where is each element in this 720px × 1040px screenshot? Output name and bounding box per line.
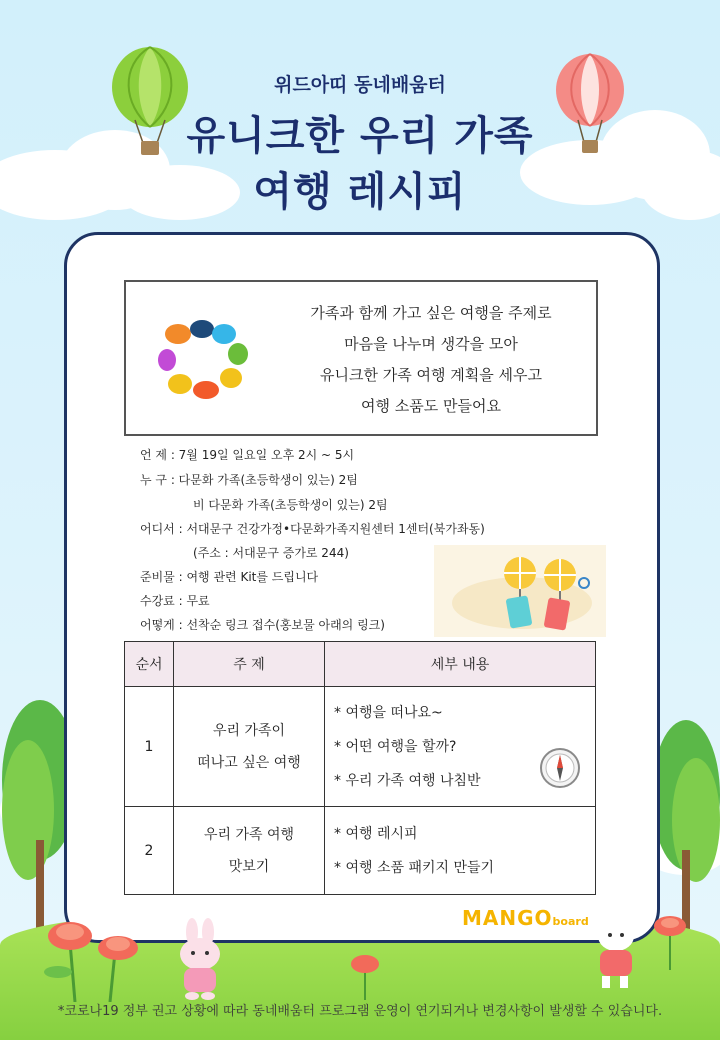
title-line1: 유니크한 우리 가족: [186, 113, 534, 159]
intro-line-3: 유니크한 가족 여행 계획을 세우고: [320, 366, 542, 384]
intro-line-1: 가족과 함께 가고 싶은 여행을 주제로: [310, 304, 552, 322]
row-details: [325, 807, 596, 895]
row-number: 1: [125, 687, 174, 807]
flower-left-icon: [40, 912, 150, 1002]
table-row: [125, 807, 596, 895]
topic-line: 떠나고 싶은 여행: [197, 754, 301, 771]
info-when: 언 제 : 7월 19일 일요일 오후 2시 ~ 5시: [140, 448, 355, 462]
tree-right-icon: [650, 720, 720, 930]
detail-item: * 여행을 떠나요~: [334, 704, 443, 721]
col-header-topic: 주 제: [174, 642, 325, 687]
flower-middle-icon: [340, 950, 390, 1000]
org-name: 위드아띠 동네배움터: [274, 74, 446, 96]
rabbit-left-icon: [168, 918, 232, 1000]
table-row: [125, 687, 596, 807]
info-where: 어디서 : 서대문구 건강가정•다문화가족지원센터 1센터(북가좌동): [140, 522, 485, 536]
detail-item: * 여행 소품 패키지 만들기: [334, 859, 495, 876]
topic-line: 우리 가족 여행: [203, 826, 295, 843]
col-header-details: 세부 내용: [325, 642, 596, 687]
detail-item: * 어떤 여행을 할까?: [334, 738, 457, 755]
rabbit-right-icon: [588, 898, 640, 990]
col-header-order: 순서: [125, 642, 174, 687]
detail-item: * 여행 레시피: [334, 825, 418, 842]
info-who: 누 구 : 다문화 가족(초등학생이 있는) 2팀: [140, 473, 358, 487]
topic-line: 우리 가족이: [212, 722, 286, 739]
info-supplies: 준비물 : 여행 관련 Kit를 드립니다: [140, 570, 319, 584]
info-fee: 수강료 : 무료: [140, 594, 210, 608]
flower-right-icon: [640, 910, 700, 970]
row-topic: [174, 807, 325, 895]
title-line2: 여행 레시피: [253, 169, 467, 215]
intro-line-2: 마음을 나누며 생각을 모아: [344, 335, 518, 353]
row-details: [325, 687, 596, 807]
intro-line-4: 여행 소품도 만들어요: [361, 397, 501, 415]
info-how: 어떻게 : 선착순 링크 접수(홍보물 아래의 링크): [140, 618, 385, 632]
detail-item: * 우리 가족 여행 나침반: [334, 772, 481, 789]
logo-sub-text: board: [552, 915, 589, 928]
topic-line: 맛보기: [228, 858, 270, 875]
info-address: (주소 : 서대문구 증가로 244): [193, 546, 349, 560]
row-number: 2: [125, 807, 174, 895]
row-topic: [174, 687, 325, 807]
schedule-table: [124, 641, 596, 895]
logo-main-text: MANGO: [462, 906, 553, 930]
intro-box: [124, 280, 598, 436]
table-header-row: [125, 642, 596, 687]
footer-notice: *코로나19 정부 권고 상황에 따라 동네배움터 프로그램 운영이 연기되거나 변경사항이 발생할 수 있습니다.: [57, 1004, 663, 1019]
info-who-2: 비 다문화 가족(초등학생이 있는) 2팀: [193, 498, 388, 512]
compass-icon: [539, 747, 581, 789]
mangoboard-logo: [462, 906, 589, 930]
beach-umbrella-illustration: [434, 545, 606, 637]
speech-bubbles-circle-icon: [158, 320, 248, 400]
